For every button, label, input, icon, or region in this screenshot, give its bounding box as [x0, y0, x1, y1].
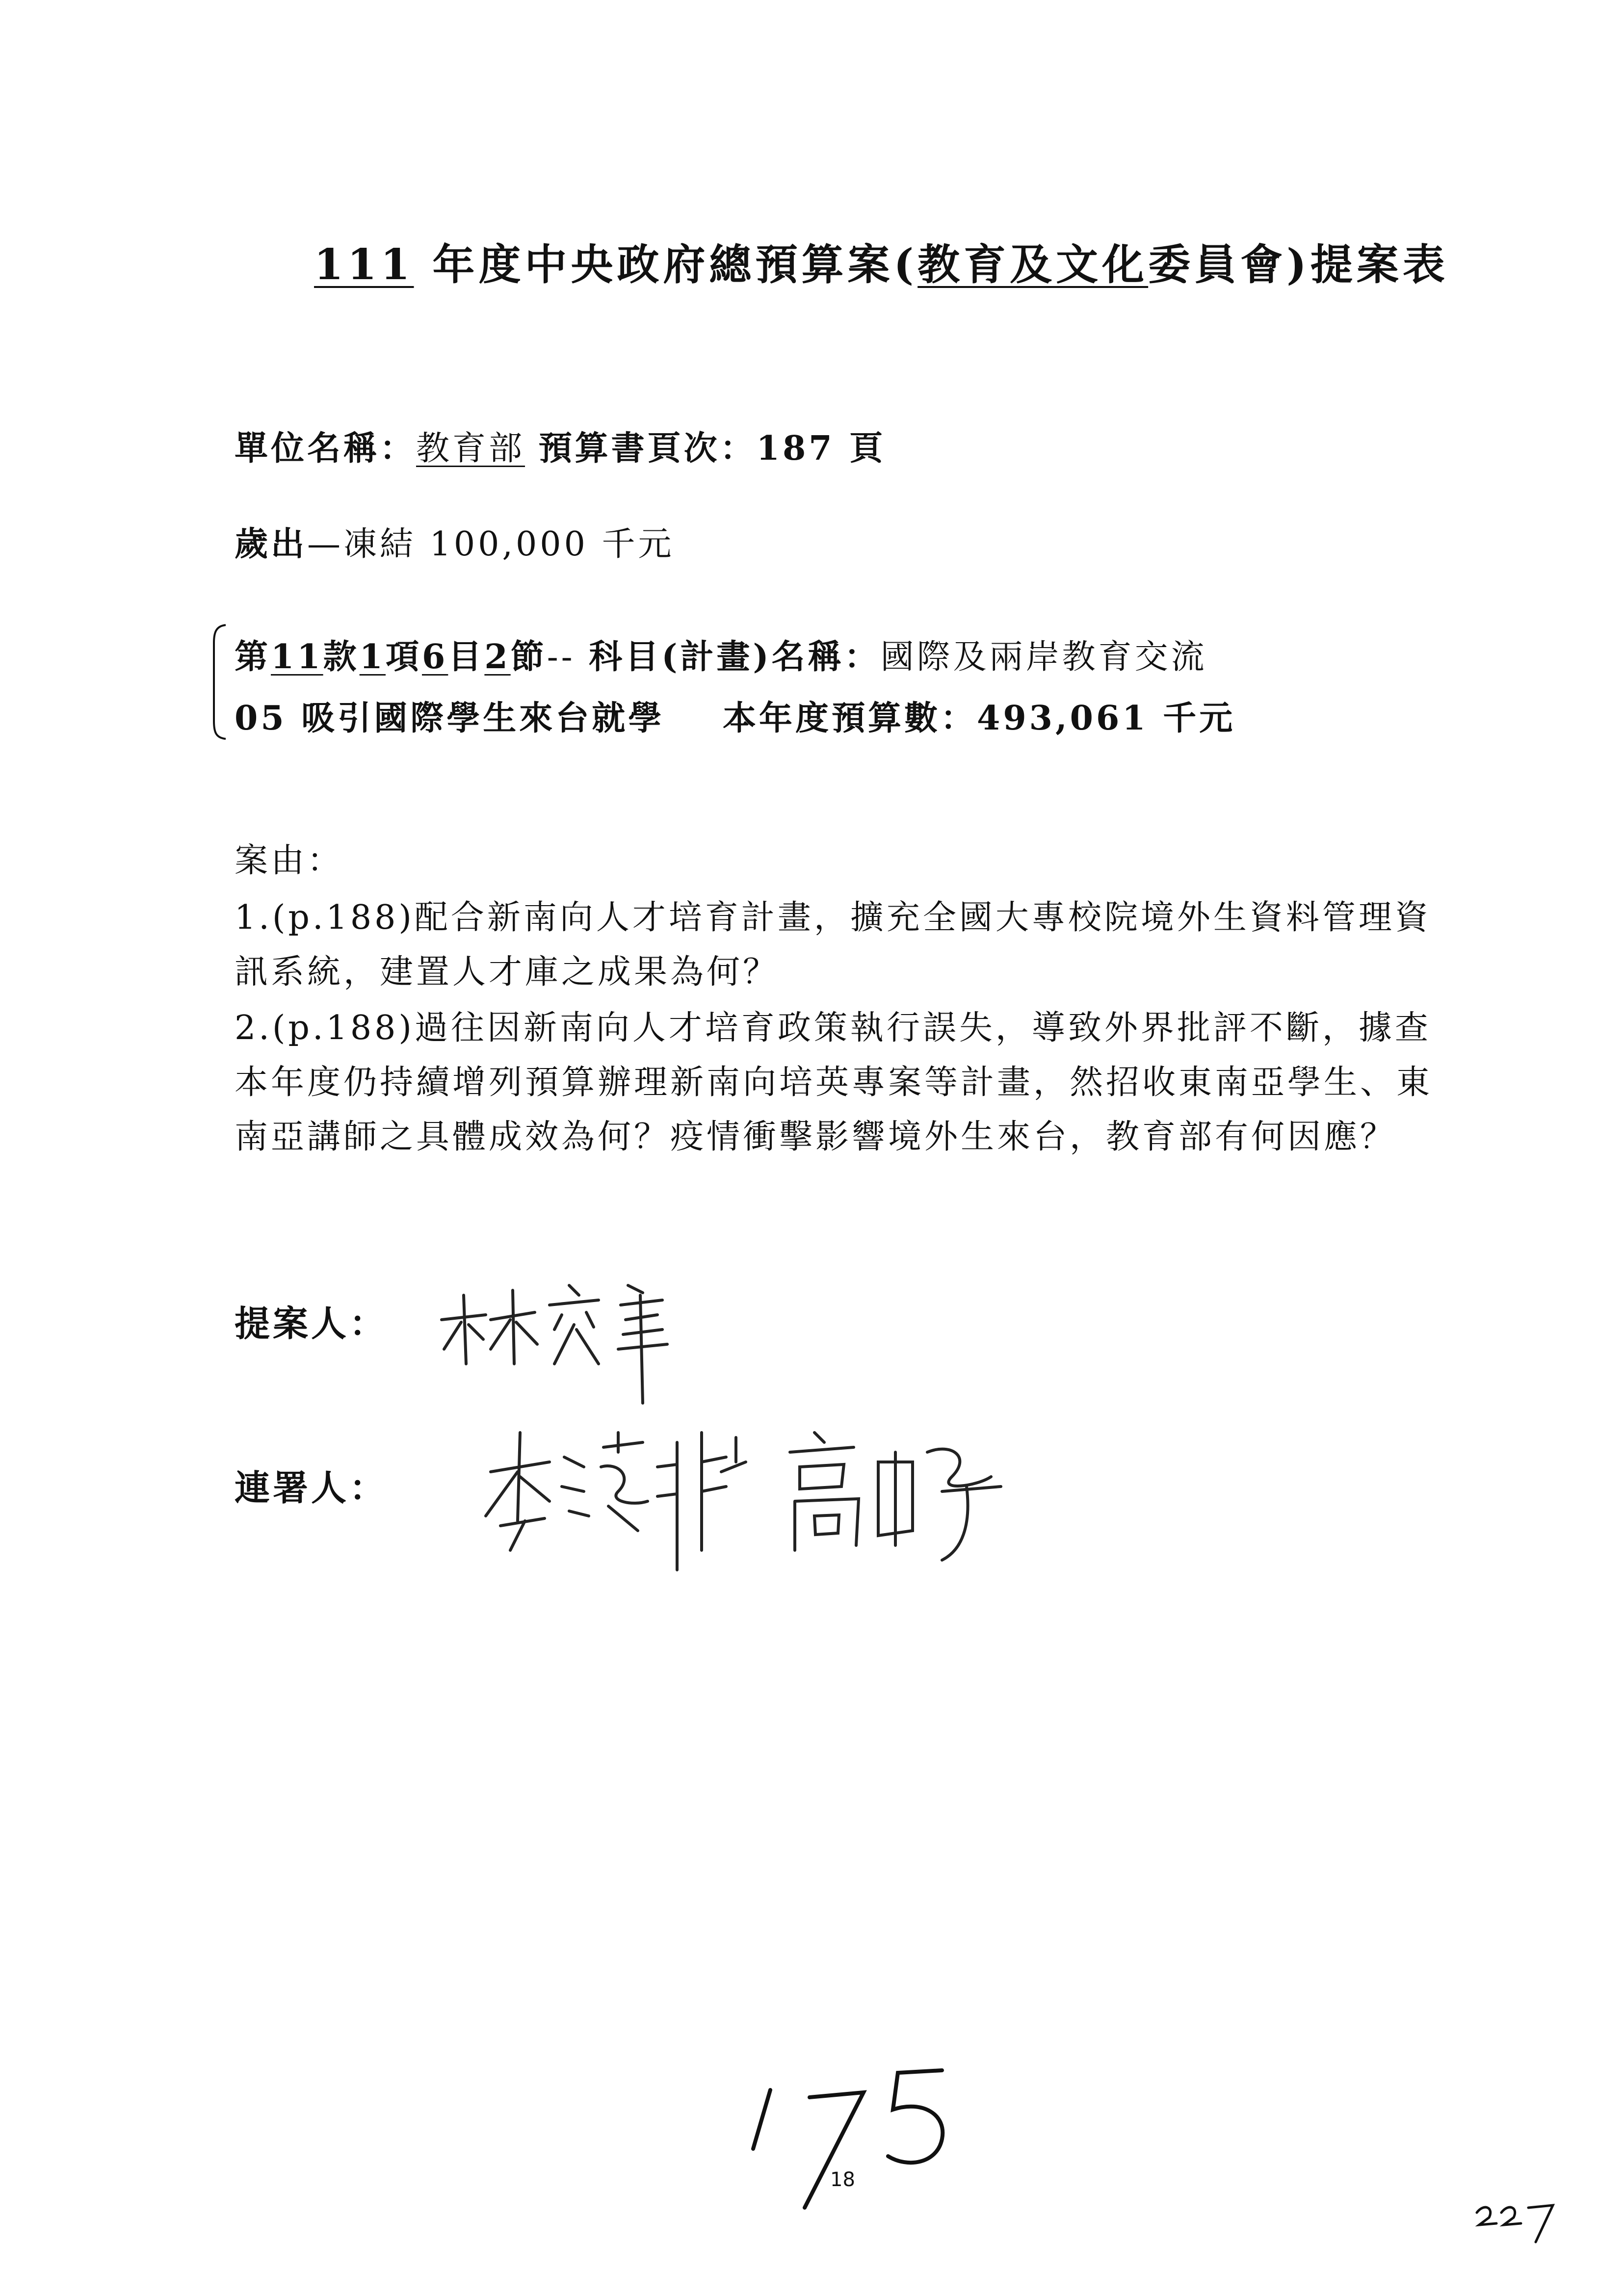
reason-label: 案由： — [235, 841, 344, 880]
title-middle: 年度中央政府總預算案( — [414, 240, 918, 289]
item-kuan: 11 — [271, 637, 323, 677]
item-mu: 6 — [422, 637, 448, 677]
expenditure-text: —凍結 100,000 千元 — [307, 525, 675, 564]
bracket-mark — [211, 623, 228, 741]
subject-name: 國際及兩岸教育交流 — [880, 638, 1207, 677]
unit-name: 教育部 — [416, 429, 525, 468]
item-line-2 — [235, 692, 1235, 739]
reason-item-1: 1.(p.188)配合新南向人才培育計畫，擴充全國大專校院境外生資料管理資訊系統，建置人才庫之成果為何？ — [235, 898, 1431, 991]
unit-line — [235, 422, 886, 470]
item-jie: 2 — [484, 637, 511, 677]
title-committee: 教育及文化 — [917, 240, 1149, 289]
title-year: 111 — [314, 240, 414, 289]
budget-label: 本年度預算數： — [723, 699, 977, 738]
handwritten-page-number — [736, 2051, 991, 2227]
plan-code: 05 吸引國際學生來台就學 — [235, 699, 665, 738]
cosigner-label: 連署人： — [235, 1467, 388, 1509]
corner-handwritten-mark — [1472, 2193, 1565, 2247]
cosigner-signatures — [471, 1403, 1040, 1590]
unit-label: 單位名稱： — [235, 429, 417, 468]
expenditure-line — [235, 518, 674, 565]
item-line-1: 第11款1項6目2節-- 科目(計畫)名稱：國際及兩岸教育交流 — [235, 637, 1207, 677]
budget-amount: 493,061 千元 — [977, 699, 1236, 738]
page-label: 預算書頁次： — [538, 429, 757, 468]
page-title — [314, 231, 1449, 291]
budget-page: 187 頁 — [756, 429, 886, 468]
subject-label: 科目(計畫)名稱： — [589, 637, 881, 677]
reason-item-2: 2.(p.188)過往因新南向人才培育政策執行誤失，導致外界批評不斷，據查本年度仍持續增列預算辦理新南向培英專案等計畫，然招收東南亞學生、東南亞講師之具體成效為何？疫情衝擊影響境外生來台，教育部有何因應？ — [235, 1009, 1433, 1156]
proposer-label: 提案人： — [235, 1303, 388, 1344]
expenditure-label: 歲出 — [235, 524, 308, 564]
page-number: 18 — [830, 2168, 855, 2191]
title-end: 委員會)提案表 — [1148, 240, 1449, 289]
proposer-signature — [432, 1266, 707, 1413]
item-xiang: 1 — [359, 637, 386, 677]
